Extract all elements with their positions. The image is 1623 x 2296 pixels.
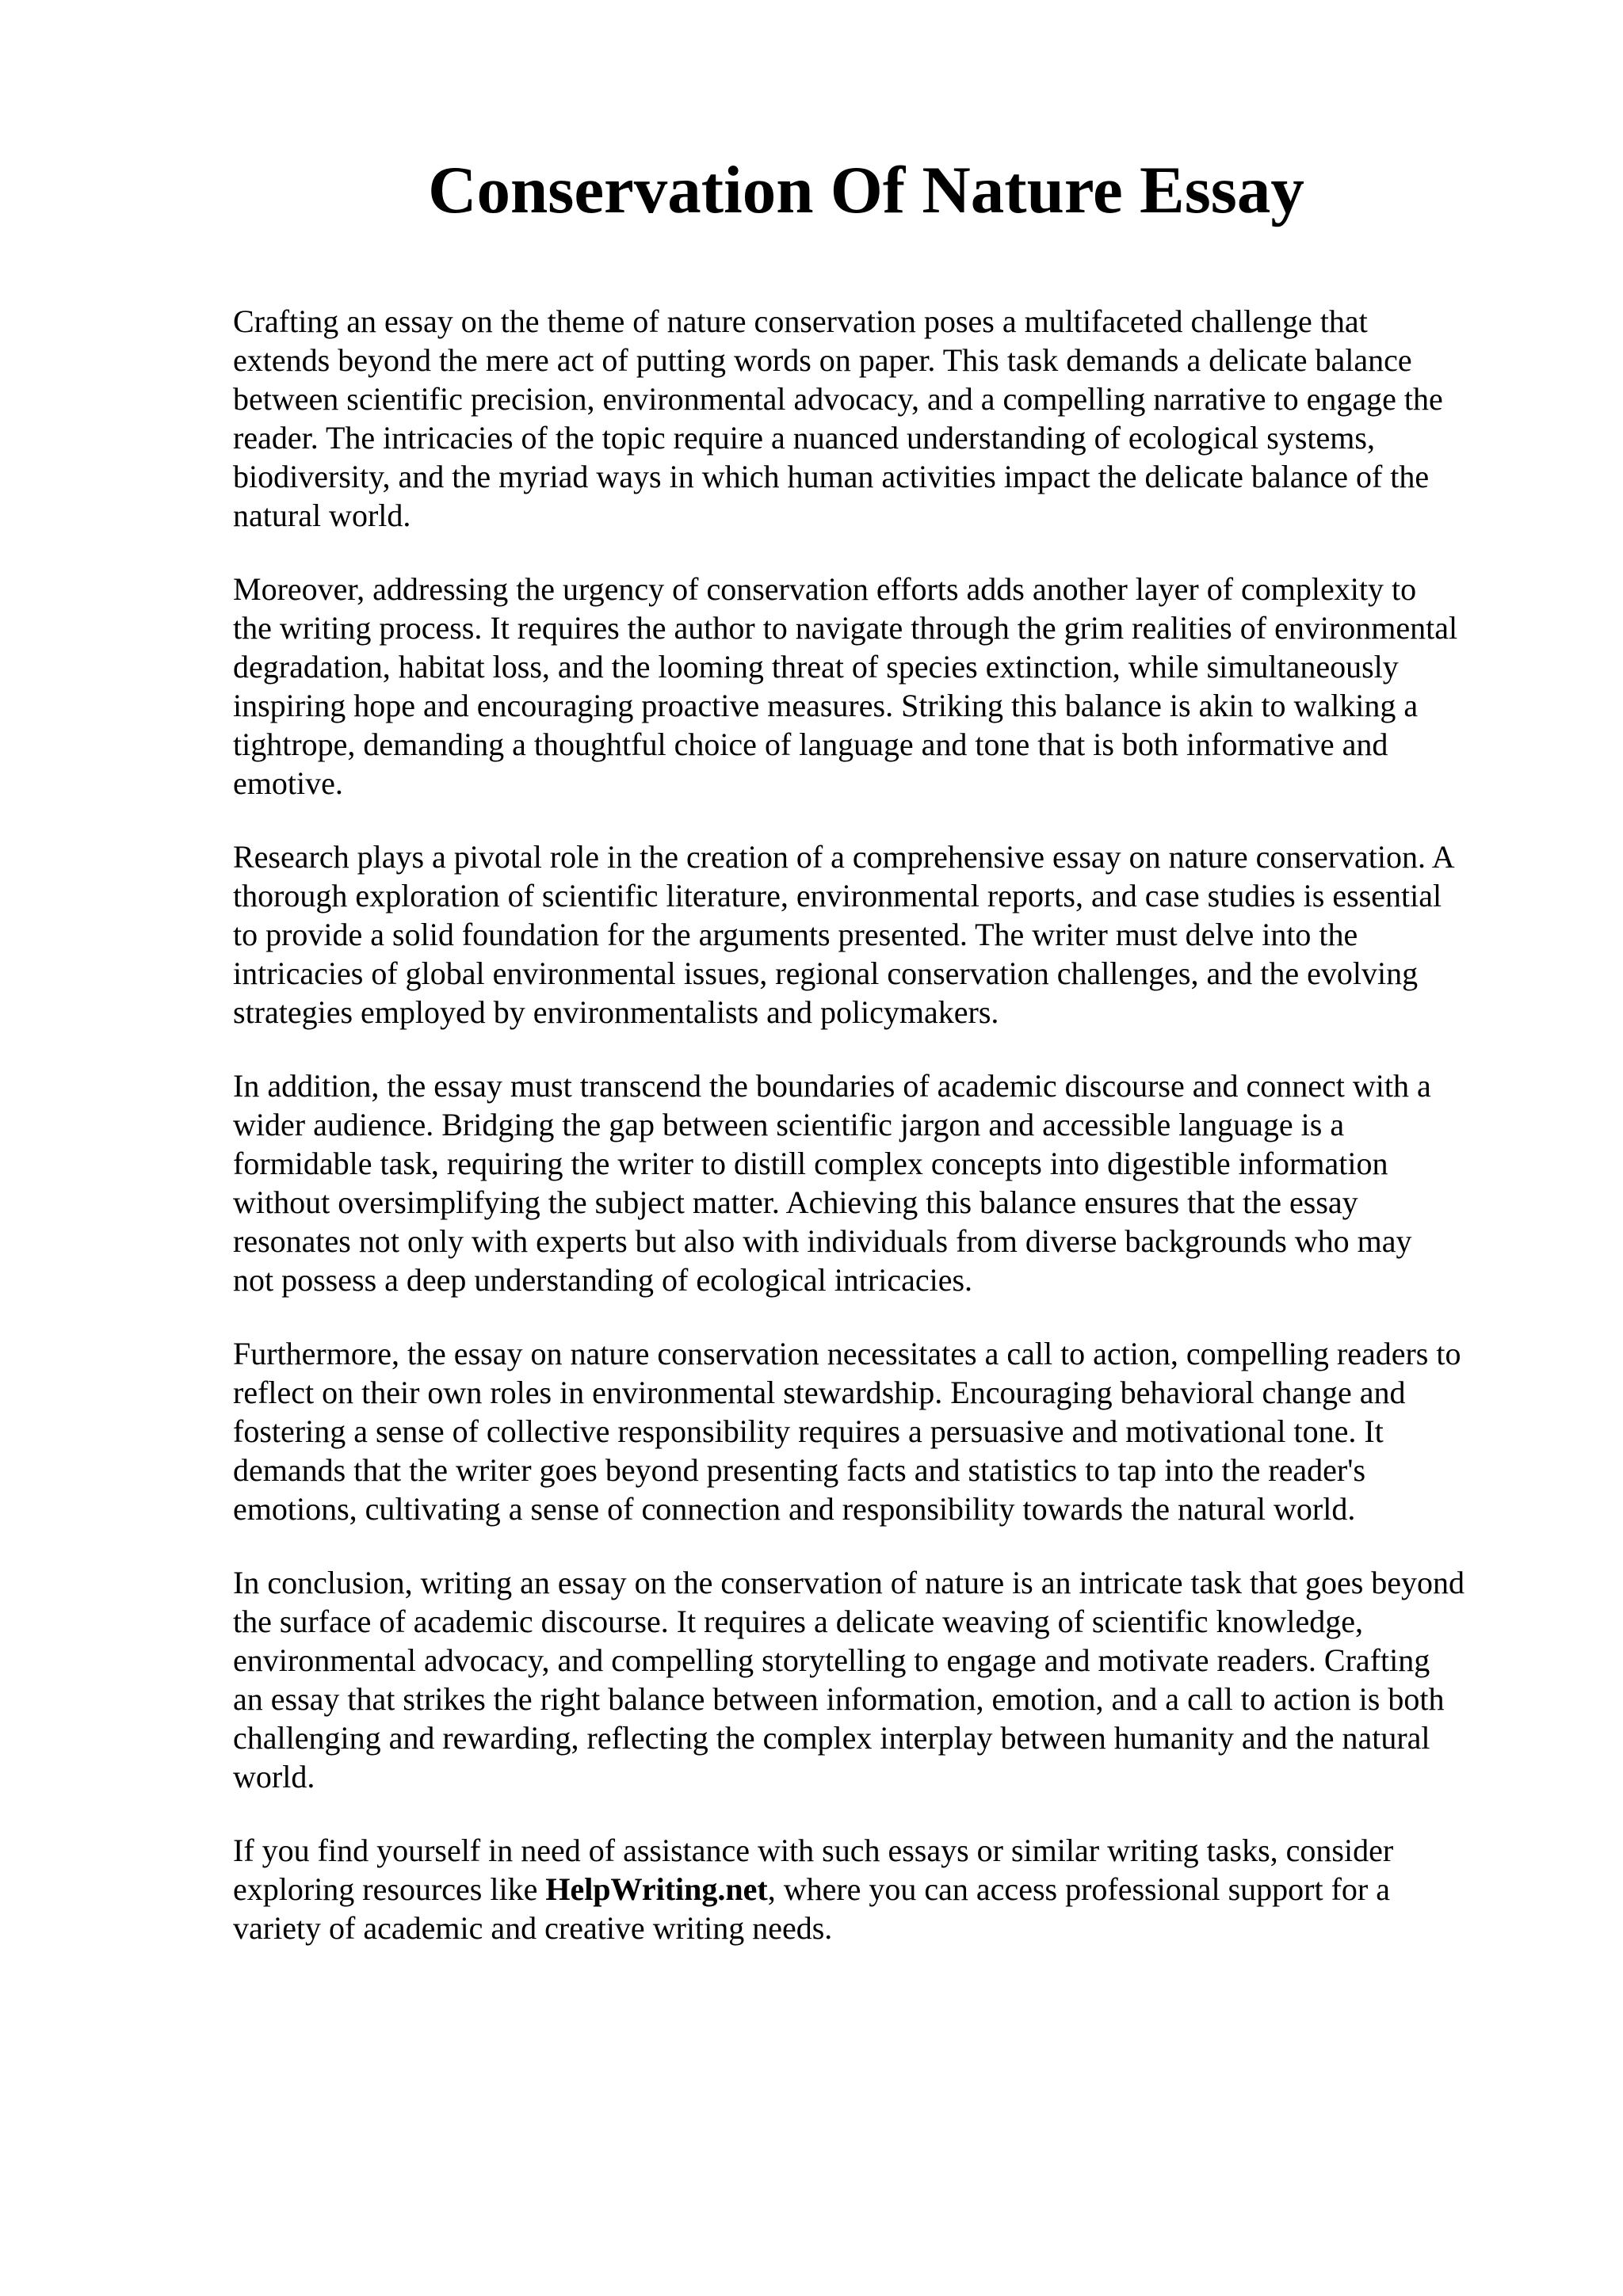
text-line: Furthermore, the essay on nature conservation necessitates a call to action, compelling readers to <box>233 1336 1461 1371</box>
text-line: wider audience. Bridging the gap between scientific jargon and accessible language is a <box>233 1107 1345 1142</box>
text-line: reflect on their own roles in environmental stewardship. Encouraging behavioral change and <box>233 1375 1406 1410</box>
paragraph-4 <box>233 1066 1517 1299</box>
text-line: fostering a sense of collective responsibility requires a persuasive and motivational tone. It <box>233 1413 1384 1449</box>
text-line: world. <box>233 1759 315 1794</box>
text-fragment: , where you can access professional support for a <box>767 1871 1390 1907</box>
text-line: extends beyond the mere act of putting words on paper. This task demands a delicate balance <box>233 342 1412 378</box>
text-line: variety of academic and creative writing needs. <box>233 1910 833 1946</box>
text-line: reader. The intricacies of the topic require a nuanced understanding of ecological systems, <box>233 420 1375 456</box>
text-line <box>233 1870 1517 1909</box>
paragraph-1 <box>233 302 1517 535</box>
helpwriting-brand-name: HelpWriting.net <box>545 1871 768 1907</box>
paragraph-3 <box>233 837 1517 1032</box>
text-line: strategies employed by environmentalists and policymakers. <box>233 994 999 1030</box>
text-line: without oversimplifying the subject matter. Achieving this balance ensures that the essay <box>233 1184 1358 1220</box>
text-line: thorough exploration of scientific literature, environmental reports, and case studies is essential <box>233 878 1442 913</box>
text-line: natural world. <box>233 498 411 533</box>
essay-body <box>233 302 1517 1947</box>
text-line: demands that the writer goes beyond presenting facts and statistics to tap into the reader's <box>233 1452 1366 1488</box>
text-line: an essay that strikes the right balance between information, emotion, and a call to action is both <box>233 1681 1445 1717</box>
text-line: tightrope, demanding a thoughtful choice of language and tone that is both informative and <box>233 727 1388 762</box>
text-line: Crafting an essay on the theme of nature conservation poses a multifaceted challenge that <box>233 303 1368 339</box>
paragraph-5 <box>233 1334 1517 1528</box>
text-line: If you find yourself in need of assistance with such essays or similar writing tasks, consider <box>233 1833 1394 1868</box>
page-title: Conservation Of Nature Essay <box>428 153 1304 227</box>
text-line: Research plays a pivotal role in the creation of a comprehensive essay on nature conservation. A <box>233 839 1455 875</box>
text-line: challenging and rewarding, reflecting the complex interplay between humanity and the natural <box>233 1720 1430 1756</box>
text-line: degradation, habitat loss, and the looming threat of species extinction, while simultaneously <box>233 649 1399 685</box>
text-line: between scientific precision, environmental advocacy, and a compelling narrative to engage the <box>233 381 1443 417</box>
text-line: environmental advocacy, and compelling storytelling to engage and motivate readers. Crafting <box>233 1642 1430 1678</box>
text-line: intricacies of global environmental issues, regional conservation challenges, and the evolving <box>233 955 1419 991</box>
text-line: the writing process. It requires the author to navigate through the grim realities of environmental <box>233 610 1458 646</box>
text-line: inspiring hope and encouraging proactive measures. Striking this balance is akin to walking a <box>233 688 1419 723</box>
text-line: emotions, cultivating a sense of connection and responsibility towards the natural world. <box>233 1491 1356 1527</box>
text-line: emotive. <box>233 765 343 801</box>
closing-paragraph <box>233 1831 1517 1947</box>
text-line: Moreover, addressing the urgency of conservation efforts adds another layer of complexity to <box>233 571 1417 607</box>
paragraph-2 <box>233 570 1517 803</box>
text-line: In addition, the essay must transcend the boundaries of academic discourse and connect with a <box>233 1068 1431 1104</box>
text-line: the surface of academic discourse. It requires a delicate weaving of scientific knowledge, <box>233 1604 1364 1639</box>
text-line: In conclusion, writing an essay on the conservation of nature is an intricate task that goes beyond <box>233 1565 1465 1600</box>
paragraph-6 <box>233 1563 1517 1796</box>
text-line: biodiversity, and the myriad ways in which human activities impact the delicate balance of the <box>233 459 1430 494</box>
text-fragment: exploring resources like <box>233 1871 546 1907</box>
text-line: formidable task, requiring the writer to distill complex concepts into digestible information <box>233 1146 1388 1181</box>
text-line: to provide a solid foundation for the arguments presented. The writer must delve into the <box>233 917 1358 952</box>
text-line: not possess a deep understanding of ecological intricacies. <box>233 1262 973 1298</box>
text-line: resonates not only with experts but also with individuals from diverse backgrounds who may <box>233 1223 1412 1259</box>
